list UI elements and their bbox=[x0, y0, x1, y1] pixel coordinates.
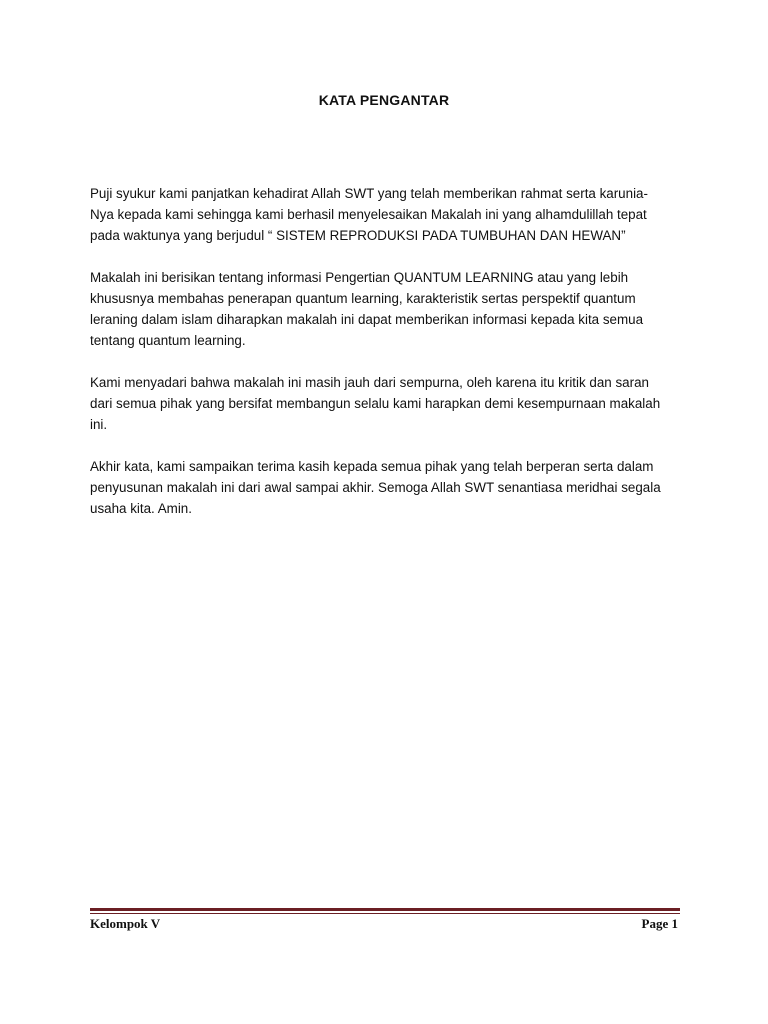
footer-page-number: Page 1 bbox=[641, 916, 678, 931]
paragraph-1: Puji syukur kami panjatkan kehadirat Allah SWT yang telah memberikan rahmat serta karunia- Nya kepada kami sehingga kami berhasil menyelesaikan Makalah ini yang alhamdulillah tepat pada waktunya yang berjudul “ SISTEM REPRODUKSI PADA TUMBUHAN DAN HEWAN” bbox=[90, 186, 648, 243]
page-title: KATA PENGANTAR bbox=[318, 92, 450, 108]
paragraph-4: Akhir kata, kami sampaikan terima kasih kepada semua pihak yang telah berperan serta dalam penyusunan makalah ini dari awal sampai akhir. Semoga Allah SWT senantiasa meridhai segala usaha kita. Amin. bbox=[90, 459, 661, 516]
footer-rule-thick bbox=[90, 908, 680, 911]
document-body bbox=[90, 183, 682, 540]
footer-group-label: Kelompok V bbox=[90, 916, 161, 931]
footer-rule-thin bbox=[90, 913, 680, 914]
footer-rule bbox=[90, 908, 680, 916]
paragraph-3: Kami menyadari bahwa makalah ini masih jauh dari sempurna, oleh karena itu kritik dan saran dari semua pihak yang bersifat membangun selalu kami harapkan demi kesempurnaan makalah ini. bbox=[90, 375, 661, 432]
paragraph-2: Makalah ini berisikan tentang informasi Pengertian QUANTUM LEARNING atau yang lebih khususnya membahas penerapan quantum learning, karakteristik sertas perspektif quantum leraning dalam islam diharapkan makalah ini dapat memberikan informasi kepada kita semua tentang quantum learning. bbox=[90, 270, 644, 348]
